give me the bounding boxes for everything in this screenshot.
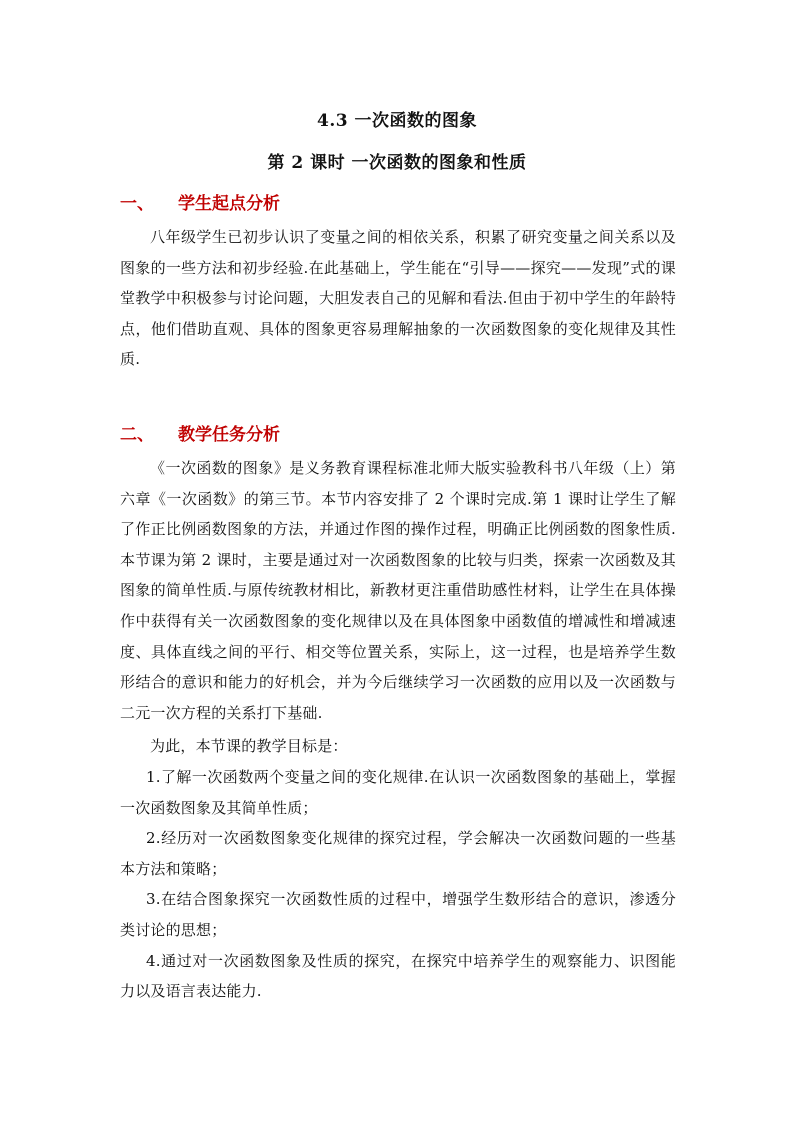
teaching-goal-item: 2.经历对一次函数图象变化规律的探究过程，学会解决一次函数问题的一些基本方法和策略； bbox=[120, 829, 676, 878]
paragraph-student-analysis: 八年级学生已初步认识了变量之间的相依关系，积累了研究变量之间关系以及图象的一些方法和初步经验.在此基础上，学生能在“引导——探究——发现”式的课堂教学中积极参与讨论问题，大胆发表自己的见解和看法.但由于初中学生的年龄特点，他们借助直观、具体的图象更容易理解抽象的一次函数图象的变化规律及其性质. bbox=[120, 228, 676, 369]
document-title: 4.3 一次函数的图象 bbox=[317, 111, 477, 131]
teaching-goal-item: 3.在结合图象探究一次函数性质的过程中，增强学生数形结合的意识，渗透分类讨论的思想； bbox=[120, 890, 676, 939]
section-title: 学生起点分析 bbox=[178, 194, 280, 214]
teaching-goal-item: 4.通过对一次函数图象及性质的探究，在探究中培养学生的观察能力、识图能力以及语言表达能力. bbox=[120, 951, 676, 1001]
section-heading-student-analysis bbox=[120, 189, 280, 214]
document-subtitle: 第 2 课时 一次函数的图象和性质 bbox=[267, 153, 527, 173]
teaching-goal-item: 1.了解一次函数两个变量之间的变化规律.在认识一次函数图象的基础上，掌握一次函数图象及其简单性质； bbox=[120, 768, 676, 817]
section-title: 教学任务分析 bbox=[178, 425, 280, 445]
teaching-goals-list bbox=[120, 762, 676, 1007]
paragraph-task-analysis: 《一次函数的图象》是义务教育课程标准北师大版实验教科书八年级（上）第六章《一次函数》的第三节。本节内容安排了 2 个课时完成.第 1 课时让学生了解了作正比例函数图象的方法，并通过作图的操作过程，明确正比例函数的图象性质.本节课为第 2 课时，主要是通过对一次函数图象的比较与归类，探索一次函数及其图象的简单性质.与原传统教材相比，新教材更注重借助感性材料，让学生在具体操作中获得有关一次函数图象的变化规律以及在具体图象中函数值的增减性和增减速度、具体直线之间的平行、相交等位置关系，实际上，这一过程，也是培养学生数形结合的意识和能力的好机会，并为今后继续学习一次函数的应用以及一次函数与二元一次方程的关系打下基础. bbox=[120, 459, 676, 722]
section-number: 二、 bbox=[120, 425, 154, 445]
section-number: 一、 bbox=[120, 194, 154, 214]
section-heading-task-analysis bbox=[120, 420, 280, 445]
paragraph-goals-intro: 为此，本节课的教学目标是： bbox=[150, 737, 348, 755]
